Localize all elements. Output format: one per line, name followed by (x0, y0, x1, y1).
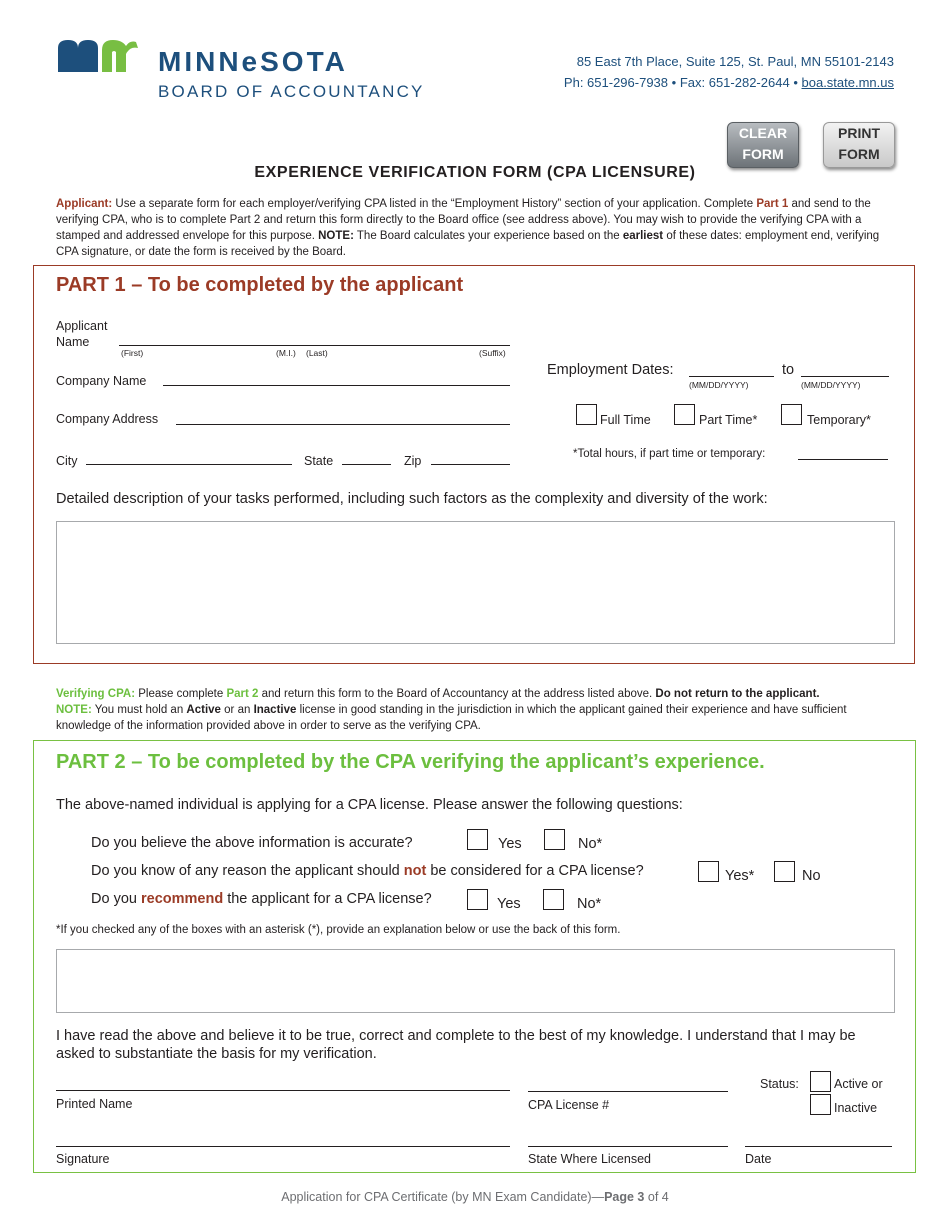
contact-line (564, 75, 894, 90)
date-field[interactable] (745, 1146, 892, 1147)
full-time-checkbox[interactable] (576, 404, 597, 425)
task-description-label: Detailed description of your tasks performed, including such factors as the complexity and diversity of the work: (56, 491, 768, 507)
part-time-checkbox[interactable] (674, 404, 695, 425)
certification-statement: I have read the above and believe it to be true, correct and complete to the best of my knowledge. I understand that I may be asked to substantiate the basis for my verification. (56, 1028, 856, 1062)
status-inactive-label: Inactive (834, 1101, 878, 1115)
state-label: State (304, 454, 334, 468)
end-date-field[interactable] (801, 376, 889, 377)
company-address-field[interactable] (176, 424, 510, 425)
part1-heading: PART 1 – To be completed by the applicant (56, 274, 464, 296)
to-label: to (782, 362, 795, 378)
asterisk-note: *If you checked any of the boxes with an asterisk (*), provide an explanation below or use the back of this form. (56, 924, 621, 936)
explanation-textarea[interactable] (56, 949, 895, 1013)
sub-mi: (M.I.) (276, 348, 296, 358)
accurate-no-label: No* (578, 836, 603, 852)
total-hours-label: *Total hours, if part time or temporary: (573, 448, 766, 460)
accurate-yes-checkbox[interactable] (467, 829, 488, 850)
city-field[interactable] (86, 464, 292, 465)
part2-heading: PART 2 – To be completed by the CPA verifying the applicant’s experience. (56, 751, 765, 773)
status-active-label: Active or (834, 1077, 883, 1091)
city-label: City (56, 454, 78, 468)
task-description-textarea[interactable] (56, 521, 895, 644)
company-name-label: Company Name (56, 374, 147, 388)
phone: Ph: 651-296-7938 (563, 75, 669, 90)
cpa-license-label: CPA License # (528, 1098, 610, 1112)
date-label: Date (745, 1152, 772, 1166)
website-link[interactable]: boa.state.mn.us (801, 75, 894, 90)
verifying-cpa-instructions: Verifying CPA: Please complete Part 2 and return this form to the Board of Accountancy at the address listed above. Do not return to the applicant. NOTE: You must hold an Active or an Inactive license in good standing in the jurisdiction in which the applicant gained their experience and have sufficient knowledge of the information provided above in order to serve as the verifying CPA. (56, 688, 847, 732)
end-date-format: (MM/DD/YYYY) (801, 380, 861, 390)
signature-field[interactable] (56, 1146, 510, 1147)
question-accurate: Do you believe the above information is accurate? (91, 835, 413, 851)
minnesota-logo-icon (56, 38, 140, 74)
part2-lead: The above-named individual is applying for a CPA license. Please answer the following questions: (56, 797, 683, 813)
separator: • (671, 75, 677, 90)
sub-first: (First) (121, 348, 144, 358)
zip-label: Zip (404, 454, 422, 468)
print-form-button[interactable]: PRINT FORM (823, 122, 895, 168)
state-field[interactable] (342, 464, 391, 465)
brand-name: MINNeSOTA (158, 46, 348, 77)
board-address: 85 East 7th Place, Suite 125, St. Paul, MN 55101-2143 (576, 54, 894, 69)
fax: Fax: 651-282-2644 (679, 75, 790, 90)
printed-name-label: Printed Name (56, 1097, 133, 1111)
temporary-label: Temporary* (807, 413, 871, 427)
separator: • (793, 75, 798, 90)
part-time-label: Part Time* (699, 413, 758, 427)
zip-field[interactable] (431, 464, 510, 465)
employment-dates-label: Employment Dates: (547, 362, 674, 378)
status-active-checkbox[interactable] (810, 1071, 831, 1092)
printed-name-field[interactable] (56, 1090, 510, 1091)
status-label: Status: (760, 1077, 799, 1091)
not-considered-yes-checkbox[interactable] (698, 861, 719, 882)
page-footer: Application for CPA Certificate (by MN Exam Candidate)—Page 3 of 4 (281, 1190, 669, 1204)
company-name-field[interactable] (163, 385, 510, 386)
recommend-no-label: No* (577, 896, 602, 912)
total-hours-field[interactable] (798, 459, 888, 460)
brand-subtitle: BOARD OF ACCOUNTANCY (158, 82, 425, 101)
cpa-license-field[interactable] (528, 1091, 728, 1092)
applicant-name-field[interactable] (119, 345, 510, 346)
applicant-name-label: Applicant Name (56, 319, 108, 349)
form-title: EXPERIENCE VERIFICATION FORM (CPA LICENSURE) (254, 164, 696, 181)
accurate-yes-label: Yes (498, 836, 522, 852)
clear-form-button[interactable]: CLEAR FORM (727, 122, 799, 168)
sub-last: (Last) (306, 348, 328, 358)
company-address-label: Company Address (56, 412, 159, 426)
not-considered-no-label: No (802, 868, 821, 884)
state-licensed-label: State Where Licensed (528, 1152, 651, 1166)
start-date-format: (MM/DD/YYYY) (689, 380, 749, 390)
state-licensed-field[interactable] (528, 1146, 728, 1147)
recommend-no-checkbox[interactable] (543, 889, 564, 910)
signature-label: Signature (56, 1152, 110, 1166)
start-date-field[interactable] (689, 376, 774, 377)
question-not-considered: Do you know of any reason the applicant should not be considered for a CPA license? (91, 863, 644, 879)
temporary-checkbox[interactable] (781, 404, 802, 425)
recommend-yes-checkbox[interactable] (467, 889, 488, 910)
sub-suffix: (Suffix) (479, 348, 506, 358)
full-time-label: Full Time (600, 413, 651, 427)
not-considered-yes-label: Yes* (725, 868, 755, 884)
question-recommend: Do you recommend the applicant for a CPA license? (91, 891, 432, 907)
recommend-yes-label: Yes (497, 896, 521, 912)
not-considered-no-checkbox[interactable] (774, 861, 795, 882)
applicant-instructions: Applicant: Use a separate form for each employer/verifying CPA listed in the “Employment History” section of your application. Complete Part 1 and send to the verifying CPA, who is to complete Part 2 and return this form directly to the Board office (see address above). You may wish to provide the verifying CPA with a stamped and addressed envelope for this purpose. NOTE: The Board calculates your experience based on the earliest of these dates: employment end, verifying CPA signature, or date the form is received by the Board. (56, 198, 880, 258)
status-inactive-checkbox[interactable] (810, 1094, 831, 1115)
accurate-no-checkbox[interactable] (544, 829, 565, 850)
